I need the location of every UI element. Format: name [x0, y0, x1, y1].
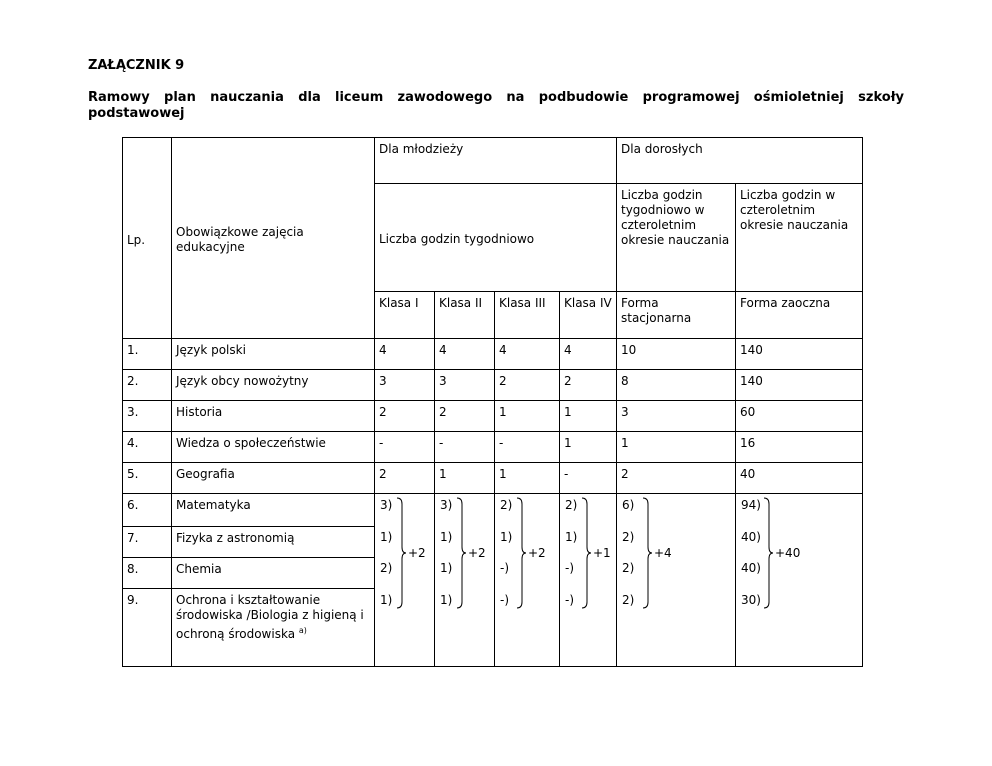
- row-zaoc: 140: [736, 339, 863, 370]
- header-class-1: Klasa I: [375, 292, 435, 339]
- header-adult-total: Liczba godzin w czteroletnim okresie nauczania: [736, 184, 863, 292]
- group-cell: [435, 494, 495, 667]
- row-k3: -: [495, 432, 560, 463]
- group-value: 1): [500, 530, 513, 544]
- header-adults: Dla dorosłych: [617, 138, 863, 184]
- row-k1: -: [375, 432, 435, 463]
- row-zaoc: 140: [736, 370, 863, 401]
- group-value: 94): [741, 498, 761, 512]
- brace-icon: [617, 494, 745, 624]
- brace-path: [397, 498, 406, 608]
- row-k1: 2: [375, 463, 435, 494]
- brace-path: [643, 498, 652, 608]
- table-row: [123, 401, 863, 432]
- group-value: 1): [440, 530, 453, 544]
- group-value: -): [565, 561, 575, 575]
- row-zaoc: 40: [736, 463, 863, 494]
- row-stac: 1: [617, 432, 736, 463]
- table-row: [123, 339, 863, 370]
- group-value: 2): [622, 530, 635, 544]
- row-k4: 4: [560, 339, 617, 370]
- group-value: 2): [622, 561, 635, 575]
- group-value: 1): [440, 593, 453, 607]
- row-k2: -: [435, 432, 495, 463]
- row-subject: Język polski: [172, 339, 375, 370]
- group-value: 1): [440, 561, 453, 575]
- row-subject: Fizyka z astronomią: [172, 527, 375, 558]
- table-row: [123, 494, 863, 527]
- header-class-4: Klasa IV: [560, 292, 617, 339]
- group-value: 2): [565, 498, 578, 512]
- row-stac: 3: [617, 401, 736, 432]
- curriculum-table: [122, 137, 863, 667]
- table-row: [123, 463, 863, 494]
- header-adult-weekly: Liczba godzin tygodniowo w czteroletnim okresie nauczania: [617, 184, 736, 292]
- row-k2: 1: [435, 463, 495, 494]
- row-lp: 5.: [123, 463, 172, 494]
- group-extra: +2: [408, 546, 426, 560]
- brace-path: [582, 498, 591, 608]
- group-value: 2): [380, 561, 393, 575]
- brace-icon: [736, 494, 864, 624]
- row-subject: Historia: [172, 401, 375, 432]
- brace-path: [517, 498, 526, 608]
- row-subject: Chemia: [172, 558, 375, 589]
- row-k2: 3: [435, 370, 495, 401]
- group-cell: [495, 494, 560, 667]
- row-k1: 4: [375, 339, 435, 370]
- row-k3: 1: [495, 401, 560, 432]
- row-subject: Wiedza o społeczeństwie: [172, 432, 375, 463]
- group-value: 3): [380, 498, 393, 512]
- header-class-3: Klasa III: [495, 292, 560, 339]
- brace-path: [457, 498, 466, 608]
- row-k2: 4: [435, 339, 495, 370]
- subject-name: Ochrona i kształtowanie środowiska /Biologia z higieną i ochroną środowiska: [176, 593, 364, 641]
- row-subject: [172, 589, 375, 667]
- row-subject: Matematyka: [172, 494, 375, 527]
- group-value: 30): [741, 593, 761, 607]
- group-value: -): [500, 561, 510, 575]
- header-weekly-hours: Liczba godzin tygodniowo: [375, 184, 617, 292]
- row-k4: 1: [560, 432, 617, 463]
- row-stac: 2: [617, 463, 736, 494]
- group-value: 3): [440, 498, 453, 512]
- group-value: 1): [565, 530, 578, 544]
- row-k4: 2: [560, 370, 617, 401]
- header-class-2: Klasa II: [435, 292, 495, 339]
- group-value: 2): [622, 593, 635, 607]
- group-value: 2): [500, 498, 513, 512]
- group-extra: +2: [528, 546, 546, 560]
- group-cell: [375, 494, 435, 667]
- row-k3: 4: [495, 339, 560, 370]
- brace-path: [764, 498, 773, 608]
- row-stac: 8: [617, 370, 736, 401]
- row-lp: 8.: [123, 558, 172, 589]
- group-extra: +1: [593, 546, 611, 560]
- footnote-mark: a): [298, 626, 307, 635]
- row-k4: 1: [560, 401, 617, 432]
- row-k1: 3: [375, 370, 435, 401]
- header-subjects: Obowiązkowe zajęcia edukacyjne: [172, 138, 375, 339]
- row-k1: 2: [375, 401, 435, 432]
- table-row: [123, 370, 863, 401]
- group-value: 40): [741, 561, 761, 575]
- row-lp: 7.: [123, 527, 172, 558]
- header-youth: Dla młodzieży: [375, 138, 617, 184]
- group-value: 1): [380, 530, 393, 544]
- group-extra: +4: [654, 546, 672, 560]
- row-k4: -: [560, 463, 617, 494]
- row-lp: 6.: [123, 494, 172, 527]
- header-stationary: Forma stacjonarna: [617, 292, 736, 339]
- row-k3: 1: [495, 463, 560, 494]
- row-lp: 9.: [123, 589, 172, 667]
- group-extra: +2: [468, 546, 486, 560]
- document-title: Ramowy plan nauczania dla liceum zawodowego na podbudowie programowej ośmioletniej szkoły podstawowej: [88, 90, 904, 121]
- row-k3: 2: [495, 370, 560, 401]
- group-value: -): [565, 593, 575, 607]
- row-lp: 1.: [123, 339, 172, 370]
- group-extra: +40: [775, 546, 801, 560]
- group-cell: [617, 494, 736, 667]
- row-lp: 3.: [123, 401, 172, 432]
- row-stac: 10: [617, 339, 736, 370]
- group-value: 6): [622, 498, 635, 512]
- row-zaoc: 60: [736, 401, 863, 432]
- row-lp: 4.: [123, 432, 172, 463]
- group-value: 40): [741, 530, 761, 544]
- group-value: 1): [380, 593, 393, 607]
- group-value: -): [500, 593, 510, 607]
- attachment-label: ZAŁĄCZNIK 9: [88, 58, 185, 73]
- group-cell: [560, 494, 617, 667]
- group-cell: [736, 494, 863, 667]
- table-row: [123, 432, 863, 463]
- header-extramural: Forma zaoczna: [736, 292, 863, 339]
- row-lp: 2.: [123, 370, 172, 401]
- row-subject: Język obcy nowożytny: [172, 370, 375, 401]
- row-zaoc: 16: [736, 432, 863, 463]
- header-lp: Lp.: [123, 138, 172, 339]
- row-k2: 2: [435, 401, 495, 432]
- row-subject: Geografia: [172, 463, 375, 494]
